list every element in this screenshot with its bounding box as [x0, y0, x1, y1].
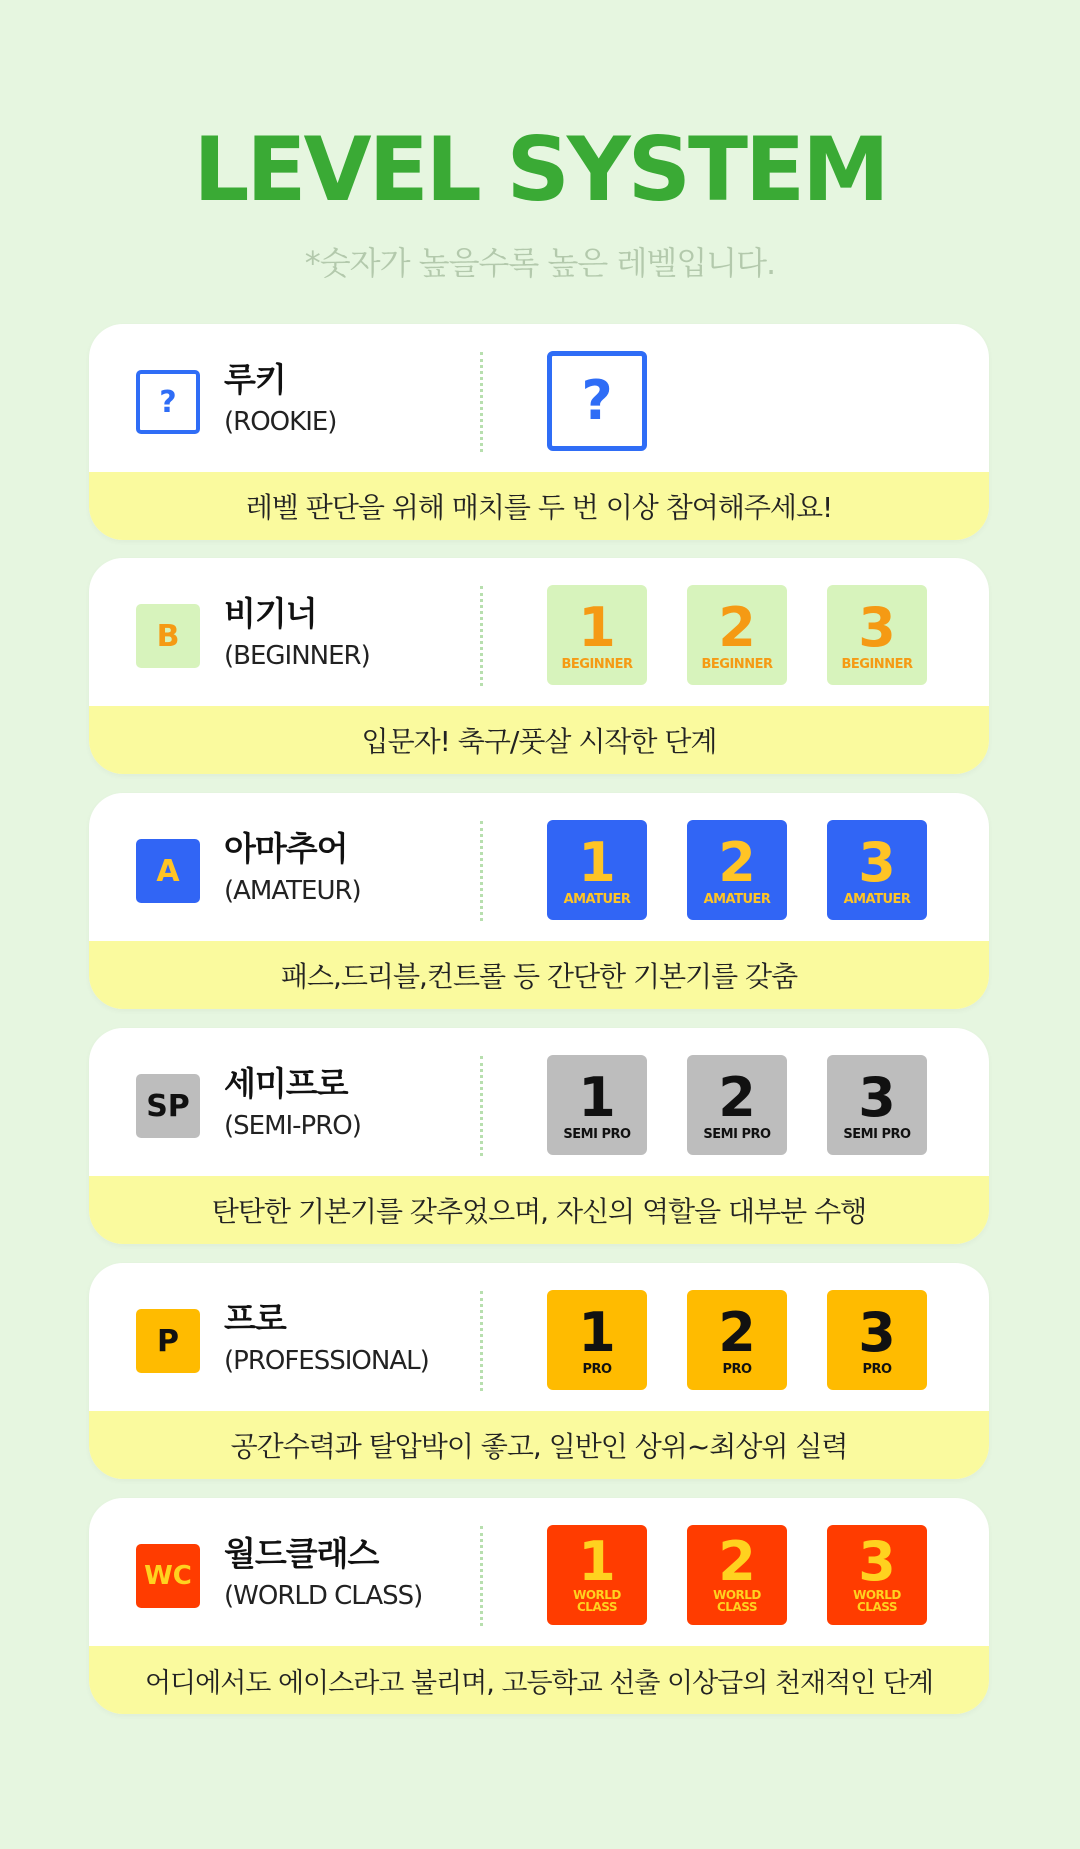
- tier-label: WORLD CLASS: [573, 1588, 621, 1614]
- level-description: 입문자! 축구/풋살 시작한 단계: [89, 706, 989, 774]
- tier-number: 1: [578, 830, 616, 894]
- tier-label: WORLD CLASS: [713, 1588, 761, 1614]
- semipro-tier-3-badge: [827, 1055, 927, 1155]
- dotted-divider: [480, 352, 483, 452]
- beginner-small-badge: B: [136, 604, 200, 668]
- level-description: 패스,드리블,컨트롤 등 간단한 기본기를 갖춤: [89, 941, 989, 1009]
- level-card-worldclass: [89, 1498, 989, 1714]
- level-description: 공간수력과 탈압박이 좋고, 일반인 상위~최상위 실력: [89, 1411, 989, 1479]
- level-description: 탄탄한 기본기를 갖추었으며, 자신의 역할을 대부분 수행: [89, 1176, 989, 1244]
- level-name: 비기너: [224, 594, 317, 633]
- level-card-rookie: [89, 324, 989, 540]
- tier-number: 3: [858, 1300, 896, 1364]
- beginner-tier-1-badge: [547, 585, 647, 685]
- dotted-divider: [480, 1056, 483, 1156]
- worldclass-tier-3-badge: [827, 1525, 927, 1625]
- level-english-name: (SEMI-PRO): [224, 1111, 361, 1141]
- tier-number: 1: [578, 1530, 616, 1593]
- dotted-divider: [480, 586, 483, 686]
- tier-number: ?: [581, 369, 613, 432]
- level-description: 레벨 판단을 위해 매치를 두 번 이상 참여해주세요!: [89, 472, 989, 540]
- tier-number: 3: [858, 1065, 896, 1129]
- tier-label: SEMI PRO: [703, 1126, 771, 1142]
- pro-tier-3-badge: [827, 1290, 927, 1390]
- page-subtitle: *숫자가 높을수록 높은 레벨입니다.: [304, 244, 776, 282]
- semipro-tier-2-badge: [687, 1055, 787, 1155]
- level-name: 월드클래스: [224, 1534, 379, 1573]
- rookie-tier-badge: [547, 351, 647, 451]
- amateur-tier-3-badge: [827, 820, 927, 920]
- worldclass-tier-1-badge: [547, 1525, 647, 1625]
- dotted-divider: [480, 821, 483, 921]
- beginner-tier-3-badge: [827, 585, 927, 685]
- tier-number: 3: [858, 1530, 896, 1593]
- rookie-small-badge: ?: [136, 370, 200, 434]
- amateur-tier-1-badge: [547, 820, 647, 920]
- tier-label: AMATUER: [703, 891, 771, 907]
- tier-label: SEMI PRO: [843, 1126, 911, 1142]
- level-english-name: (BEGINNER): [224, 641, 370, 671]
- tier-label: AMATUER: [843, 891, 911, 907]
- tier-number: 2: [718, 1065, 756, 1129]
- tier-number: 1: [578, 1300, 616, 1364]
- level-english-name: (ROOKIE): [224, 407, 337, 437]
- tier-label: PRO: [582, 1361, 612, 1377]
- pro-tier-1-badge: [547, 1290, 647, 1390]
- amateur-small-badge: A: [136, 839, 200, 903]
- level-card-semipro: [89, 1028, 989, 1244]
- tier-number: 2: [718, 1300, 756, 1364]
- level-card-pro: [89, 1263, 989, 1479]
- tier-label: SEMI PRO: [563, 1126, 631, 1142]
- dotted-divider: [480, 1291, 483, 1391]
- worldclass-small-badge: WC: [136, 1544, 200, 1608]
- tier-number: 2: [718, 595, 756, 659]
- tier-label: BEGINNER: [561, 656, 633, 672]
- level-name: 프로: [224, 1299, 286, 1338]
- worldclass-tier-2-badge: [687, 1525, 787, 1625]
- level-name: 아마추어: [224, 829, 348, 868]
- level-description: 어디에서도 에이스라고 불리며, 고등학교 선출 이상급의 천재적인 단계: [89, 1646, 989, 1714]
- semipro-tier-1-badge: [547, 1055, 647, 1155]
- tier-label: PRO: [722, 1361, 752, 1377]
- dotted-divider: [480, 1526, 483, 1626]
- level-card-beginner: [89, 558, 989, 774]
- tier-label: AMATUER: [563, 891, 631, 907]
- pro-tier-2-badge: [687, 1290, 787, 1390]
- tier-number: 2: [718, 830, 756, 894]
- page-title: LEVEL SYSTEM: [193, 118, 887, 221]
- level-english-name: (PROFESSIONAL): [224, 1346, 429, 1376]
- tier-label: WORLD CLASS: [853, 1588, 901, 1614]
- tier-number: 1: [578, 595, 616, 659]
- tier-number: 3: [858, 595, 896, 659]
- amateur-tier-2-badge: [687, 820, 787, 920]
- pro-small-badge: P: [136, 1309, 200, 1373]
- level-card-amateur: [89, 793, 989, 1009]
- level-name: 루키: [224, 360, 286, 399]
- level-english-name: (AMATEUR): [224, 876, 361, 906]
- semipro-small-badge: SP: [136, 1074, 200, 1138]
- tier-number: 3: [858, 830, 896, 894]
- tier-number: 2: [718, 1530, 756, 1593]
- level-name: 세미프로: [224, 1064, 348, 1103]
- tier-label: BEGINNER: [701, 656, 773, 672]
- beginner-tier-2-badge: [687, 585, 787, 685]
- tier-label: BEGINNER: [841, 656, 913, 672]
- tier-label: PRO: [862, 1361, 892, 1377]
- tier-number: 1: [578, 1065, 616, 1129]
- level-english-name: (WORLD CLASS): [224, 1581, 423, 1611]
